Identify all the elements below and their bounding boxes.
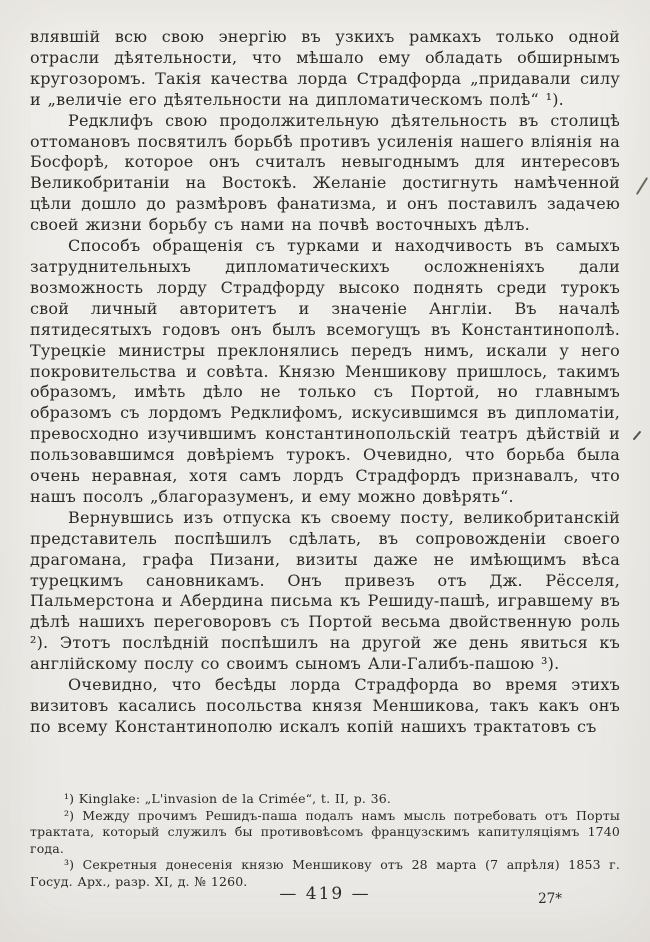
paragraph: Способъ обращенія съ турками и находчивость въ самыхъ затруднительныхъ дипломатическихъ осложненіяхъ дали возможность лорду Страдфорду высоко поднять среди турокъ свой личный авторитетъ и значеніе Англіи. Въ началѣ пятидесятыхъ годовъ онъ былъ всемогущъ въ Константинополѣ. Турецкіе министры преклонялись передъ нимъ, искали у него покровительства и совѣта. Князю Меншикову пришлось, такимъ образомъ, имѣть дѣло не только съ Портой, но главнымъ образомъ съ лордомъ Редклифомъ, искусившимся въ дипломатіи, превосходно изучившимъ константинопольскій театръ дѣйствій и пользовавшимся довѣріемъ турокъ. Очевидно, что борьба была очень неравная, хотя самъ лордъ Страдфордъ признавалъ, что нашъ посолъ „благоразуменъ, и ему можно довѣрять“. (30, 236, 620, 506)
footnotes-section (30, 791, 620, 891)
paragraph: Редклифъ свою продолжительную дѣятельность въ столицѣ оттомановъ посвятилъ борьбѣ противъ усиленія нашего вліянія на Босфорѣ, которое онъ считалъ невыгоднымъ для интересовъ Великобританіи на Востокѣ. Желаніе достигнуть намѣченной цѣли дошло до размѣровъ фанатизма, и онъ поставилъ задачею своей жизни борьбу съ нами на почвѣ восточныхъ дѣлъ. (30, 110, 620, 235)
footnote-2: ²) Между прочимъ Решидъ-паша подалъ намъ мысль потребовать отъ Порты трактата, который служилъ бы противовѣсомъ французскимъ капитуляціямъ 1740 года. (30, 807, 620, 856)
paragraph-continuation: влявшій всю свою энергію въ узкихъ рамкахъ только одной отрасли дѣятельности, что мѣшало ему обладать обширнымъ кругозоромъ. Такія качества лорда Страдфорда „придавали силу и „величіе его дѣятельности на дипломатическомъ полѣ“ ¹). (30, 27, 620, 109)
footnote-1: ¹) Kinglake: „L'invasion de la Crimée“, t. II, p. 36. (64, 791, 391, 806)
body-text (30, 27, 620, 738)
paragraph: Вернувшись изъ отпуска къ своему посту, великобританскій представитель поспѣшилъ сдѣлать, въ сопровожденіи своего драгомана, графа Пизани, визиты даже не имѣющимъ вѣса турецкимъ сановникамъ. Онъ привезъ отъ Дж. Рёсселя, Пальмерстона и Абердина письма къ Решиду-пашѣ, игравшему въ дѣлѣ нашихъ переговоровъ съ Портой весьма двойственную роль ²). Этотъ послѣдній поспѣшилъ на другой же день явиться къ англійскому послу со своимъ сыномъ Али-Галибъ-пашою ³). (30, 507, 620, 674)
page-number: — 419 — (279, 884, 371, 904)
pencil-margin-mark (633, 431, 642, 441)
signature-mark: 27* (538, 891, 562, 907)
pencil-margin-mark (636, 177, 648, 195)
footnote-3: ³) Секретныя донесенія князю Меншикову отъ 28 марта (7 апрѣля) 1853 г. Госуд. Арх., разр. XI, д. № 1260. (30, 857, 620, 889)
page-footer (0, 884, 650, 914)
paragraph: Очевидно, что бесѣды лорда Страдфорда во время этихъ визитовъ касались посольства князя Меншикова, такъ какъ онъ по всему Константинополю искалъ копій нашихъ трактатовъ съ (30, 675, 620, 736)
